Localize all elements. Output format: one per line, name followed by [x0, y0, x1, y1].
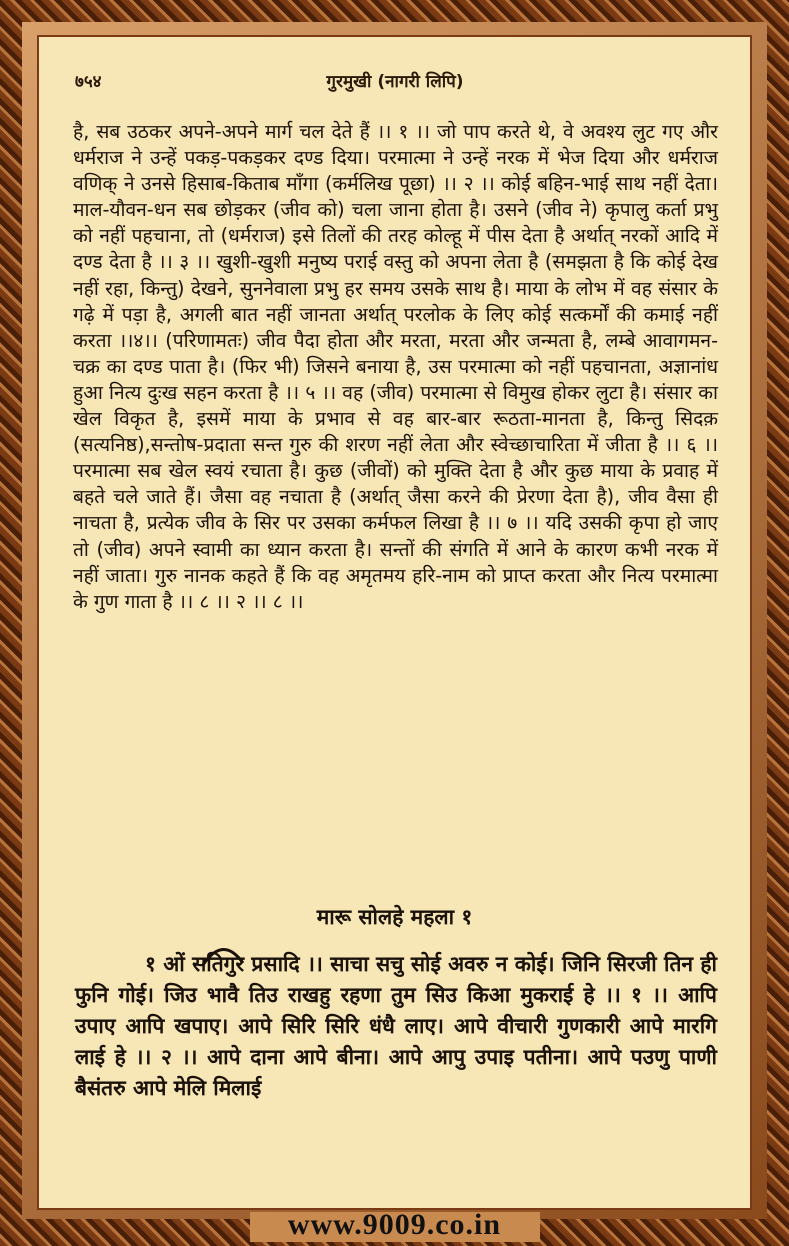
- page-header: [75, 69, 715, 99]
- section-title: मारू सोलहे महला १: [316, 905, 473, 929]
- page-title: गुरमुखी (नागरी लिपि): [326, 72, 464, 92]
- translation-text: [73, 119, 718, 615]
- gurbani-paragraph: १ ओं सतिगुर प्रसादि ।। साचा सचु सोई अवरु न कोई। जिनि सिरजी तिन ही फुनि गोई। जिउ भावै तिउ राखहु रहणा तुम सिउ किआ मुकराई हे ।। १ ।। आपि उपाए आपि खपाए। आपे सिरि सिरि धंधै लाए। आपे वीचारी गुणकारी आपे मारगि लाई हे ।। २ ।। आपे दाना आपे बीना। आपे आपु उपाइ पतीना। आपे पउणु पाणी बैसंतरु आपे मेलि मिलाई: [75, 952, 717, 1100]
- page-number: ७५४: [75, 72, 102, 92]
- gurbani-text: [75, 949, 717, 1104]
- book-page: [37, 35, 752, 1210]
- website-url[interactable]: www.9009.co.in: [287, 1208, 502, 1241]
- translation-paragraph: है, सब उठकर अपने-अपने मार्ग चल देते हैं ।। १ ।। जो पाप करते थे, वे अवश्य लुट गए और धर्मराज ने उन्हें पकड़-पकड़कर दण्ड दिया। परमात्मा ने उन्हें नरक में भेज दिया और धर्मराज वणिक् ने उनसे हिसाब-किताब माँगा (कर्मलिख पूछा) ।। २ ।। कोई बहिन-भाई साथ नहीं देता। माल-यौवन-धन सब छोड़कर (जीव को) चला जाना होता है। उसने (जीव ने) कृपालु कर्ता प्रभु को नहीं पहचाना, तो (धर्मराज) इसे तिलों की तरह कोल्हू में पीस देता है अर्थात् नरकों आदि में दण्ड देता है ।। ३ ।। खुशी-खुशी मनुष्य पराई वस्तु को अपना लेता है (समझता है कि कोई देख नहीं रहा, किन्तु) देखने, सुननेवाला प्रभु हर समय उसके साथ है। माया के लोभ में वह संसार के गढ़े में पड़ा है, अगली बात नहीं जानता अर्थात् परलोक के लिए कोई सत्कर्मों की कमाई नहीं करता ।।४।। (परिणामतः) जीव पैदा होता और मरता, मरता और जन्मता है, लम्बे आवागमन-चक्र का दण्ड पाता है। (फिर भी) जिसने बनाया है, उस परमात्मा को नहीं पहचानता, अज्ञानांध हुआ नित्य दुःख सहन करता है ।। ५ ।। वह (जीव) परमात्मा से विमुख होकर लुटा है। संसार का खेल विकृत है, इसमें माया के प्रभाव से वह बार-बार रूठता-मानता है, किन्तु सिदक़ (सत्यनिष्ठ),सन्तोष-प्रदाता सन्त गुरु की शरण नहीं लेता और स्वेच्छाचारिता में जीता है ।। ६ ।। परमात्मा सब खेल स्वयं रचाता है। कुछ (जीवों) को मुक्ति देता है और कुछ माया के प्रवाह में बहते चले जाते हैं। जैसा वह नचाता है (अर्थात् जैसा करने की प्रेरणा देता है), जीव वैसा ही नाचता है, प्रत्येक जीव के सिर पर उसका कर्मफल लिखा है ।। ७ ।। यदि उसकी कृपा हो जाए तो (जीव) अपने स्वामी का ध्यान करता है। सन्तों की संगति में आने के कारण कभी नरक में नहीं जाता। गुरु नानक कहते हैं कि वह अमृतमय हरि-नाम को प्राप्त करता और नित्य परमात्मा के गुण गाता है ।। ८ ।। २ ।। ८ ।।: [73, 120, 718, 613]
